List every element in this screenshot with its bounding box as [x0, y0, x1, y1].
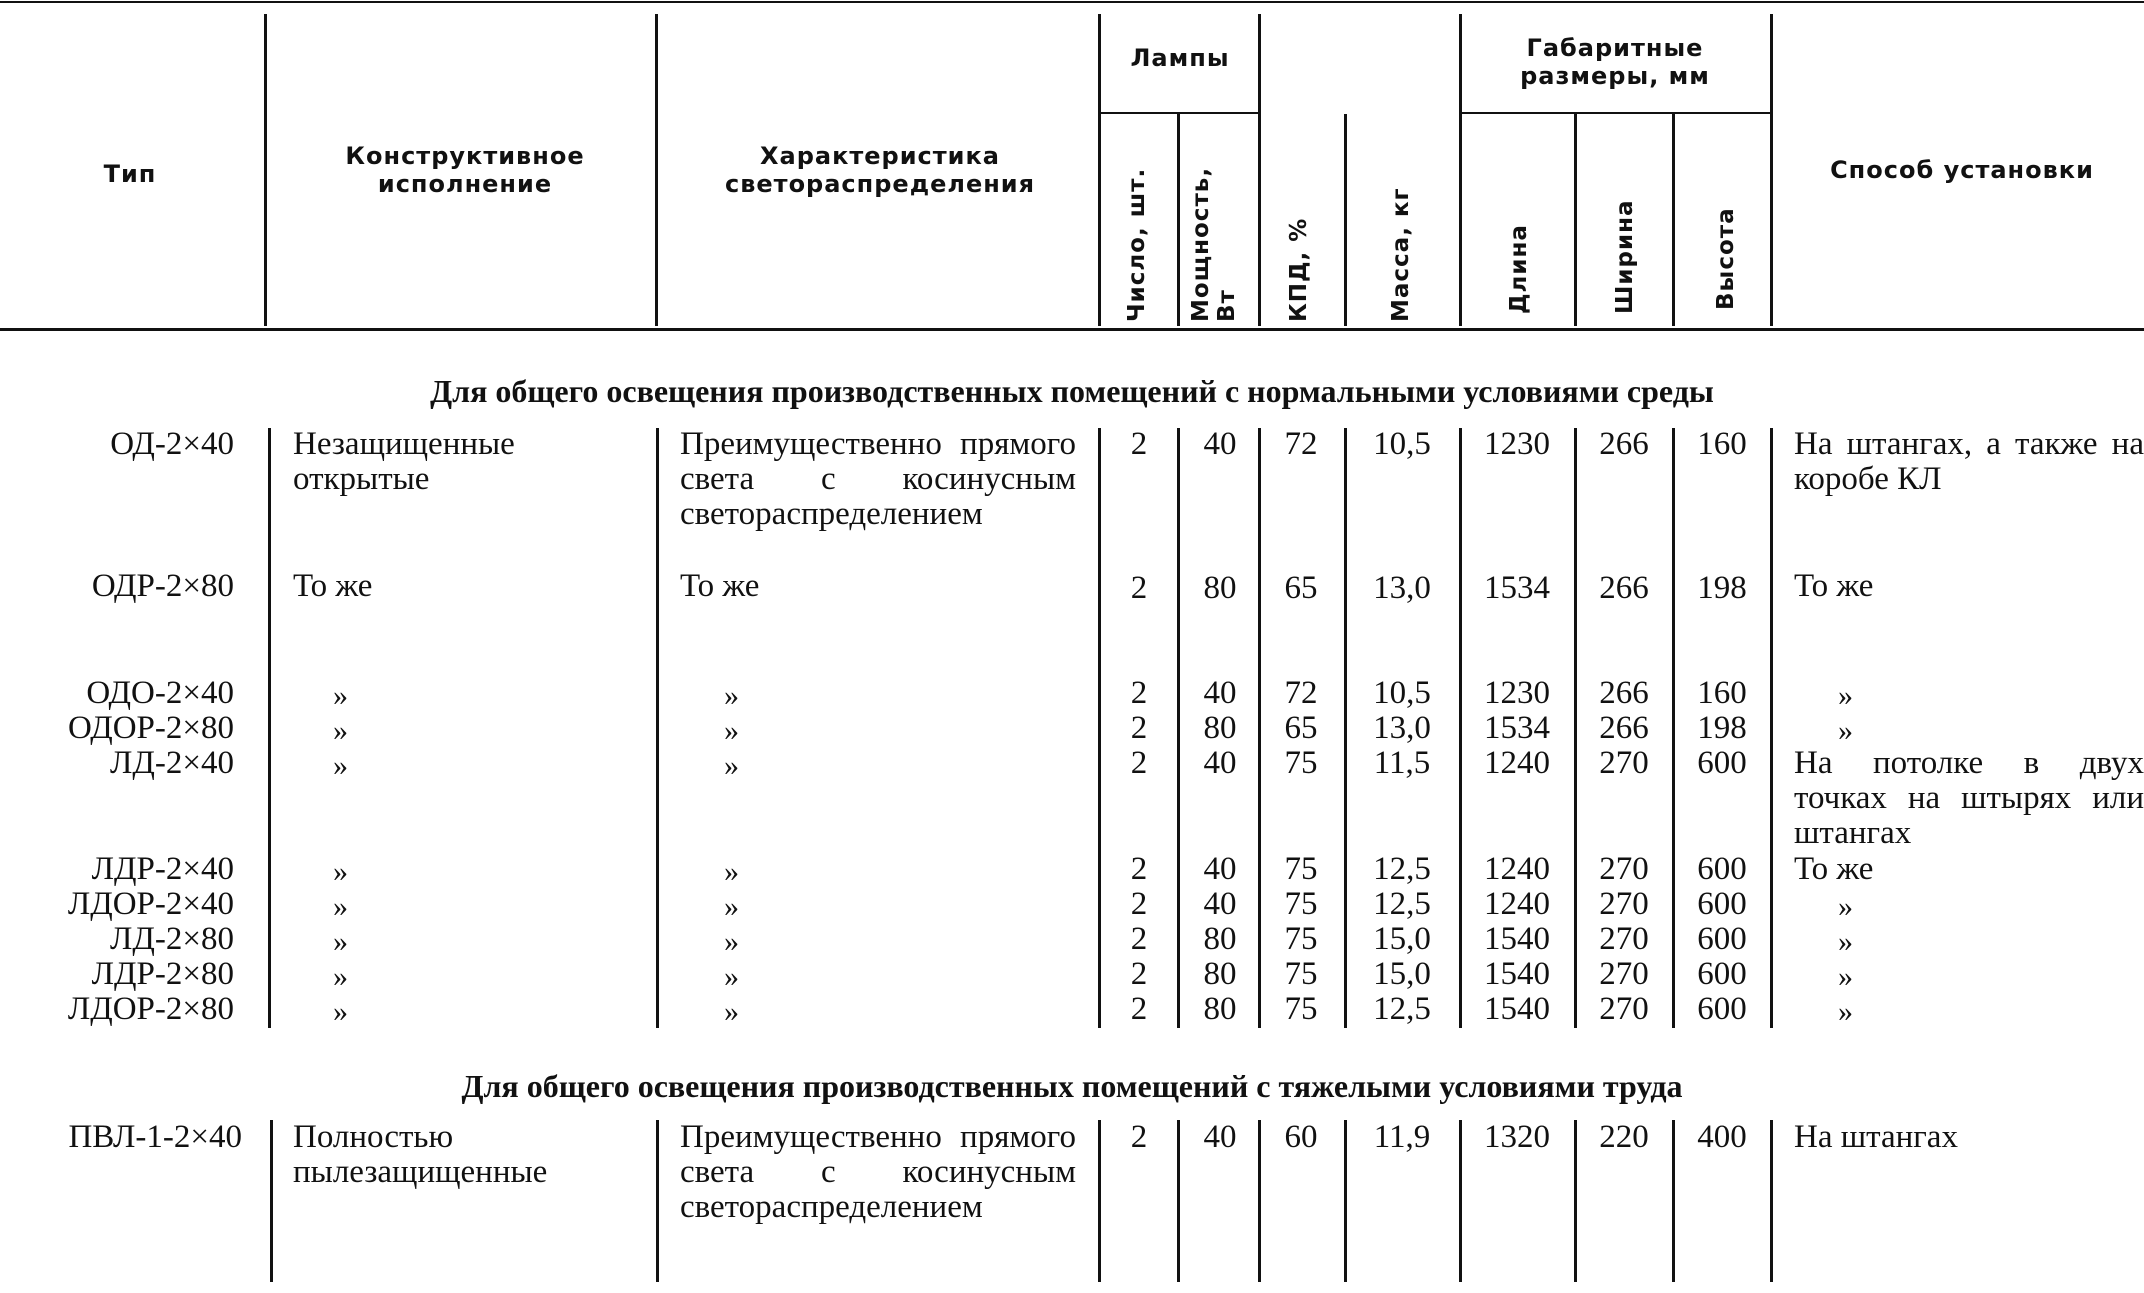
width-cell: 266 [1599, 570, 1649, 606]
body-column-rule [656, 428, 659, 1028]
type-cell: ЛДР-2×80 [91, 956, 234, 992]
section-title: Для общего освещения производственных помещений с нормальными условиями среды [430, 373, 1714, 409]
type-cell: ОДР-2×80 [91, 568, 234, 604]
width-cell: 220 [1599, 1119, 1649, 1155]
power-cell: 80 [1203, 921, 1237, 957]
body-column-rule [656, 1120, 659, 1282]
kpd-cell: 65 [1284, 710, 1318, 746]
count-cell: 2 [1130, 1119, 1148, 1155]
mass-cell: 15,0 [1373, 921, 1431, 957]
body-column-rule [1098, 428, 1101, 1028]
count-cell: 2 [1130, 710, 1148, 746]
design-cell: Незащищенные открытые [293, 426, 515, 497]
kpd-cell: 75 [1284, 745, 1318, 781]
distribution-cell: » [724, 749, 739, 782]
body-column-rule [1770, 428, 1773, 1028]
dimensions-subheader-rule [1462, 112, 1770, 114]
mass-cell: 11,5 [1373, 745, 1431, 781]
header-bottom-rule [0, 328, 2144, 331]
header-efficiency: КПД, % [1286, 217, 1312, 322]
power-cell: 40 [1203, 675, 1237, 711]
mounting-cell: На штангах, а также на коробе КЛ [1794, 426, 2144, 497]
height-cell: 400 [1697, 1119, 1747, 1155]
length-cell: 1320 [1484, 1119, 1550, 1155]
count-cell: 2 [1130, 956, 1148, 992]
kpd-cell: 60 [1284, 1119, 1318, 1155]
width-cell: 270 [1599, 745, 1649, 781]
count-cell: 2 [1130, 921, 1148, 957]
count-cell: 2 [1130, 886, 1148, 922]
header-column-rule [1177, 114, 1180, 326]
body-column-rule [1344, 1120, 1347, 1282]
count-cell: 2 [1130, 851, 1148, 887]
design-cell: » [333, 714, 348, 747]
distribution-cell: » [724, 995, 739, 1028]
design-cell: » [333, 855, 348, 888]
distribution-cell: » [724, 890, 739, 923]
length-cell: 1534 [1484, 570, 1550, 606]
distribution-cell: » [724, 679, 739, 712]
power-cell: 80 [1203, 956, 1237, 992]
length-cell: 1540 [1484, 921, 1550, 957]
length-cell: 1534 [1484, 710, 1550, 746]
design-cell: » [333, 960, 348, 993]
width-cell: 270 [1599, 921, 1649, 957]
header-height: Высота [1713, 207, 1739, 310]
header-width: Ширина [1612, 199, 1638, 314]
type-cell: ОДО-2×40 [86, 675, 234, 711]
width-cell: 270 [1599, 991, 1649, 1027]
design-cell: » [333, 749, 348, 782]
distribution-cell: Преимущественно прямого света с косинусным светораспределением [680, 426, 1076, 532]
body-column-rule [268, 428, 271, 1028]
body-column-rule [1574, 428, 1577, 1028]
body-column-rule [1177, 428, 1180, 1028]
type-cell: ОДОР-2×80 [68, 710, 234, 746]
length-cell: 1240 [1484, 851, 1550, 887]
type-cell: ОД-2×40 [110, 426, 234, 462]
mass-cell: 12,5 [1373, 991, 1431, 1027]
height-cell: 198 [1697, 570, 1747, 606]
design-cell: » [333, 679, 348, 712]
mass-cell: 10,5 [1373, 675, 1431, 711]
mass-cell: 13,0 [1373, 570, 1431, 606]
height-cell: 160 [1697, 675, 1747, 711]
header-distribution: Характеристика светораспределения [724, 142, 1036, 198]
header-column-rule [1098, 14, 1101, 326]
mass-cell: 12,5 [1373, 886, 1431, 922]
length-cell: 1230 [1484, 426, 1550, 462]
count-cell: 2 [1130, 745, 1148, 781]
body-column-rule [270, 1120, 273, 1282]
header-dimensions: Габаритные размеры, мм [1520, 34, 1710, 90]
design-cell: » [333, 995, 348, 1028]
width-cell: 270 [1599, 886, 1649, 922]
body-column-rule [1098, 1120, 1101, 1282]
width-cell: 266 [1599, 426, 1649, 462]
type-cell: ЛДОР-2×80 [67, 991, 234, 1027]
mounting-cell: На штангах [1794, 1119, 1958, 1155]
mounting-cell: » [1838, 890, 1853, 923]
header-column-rule [1672, 114, 1675, 326]
header-lamps: Лампы [1130, 44, 1230, 72]
distribution-cell: » [724, 925, 739, 958]
power-cell: 40 [1203, 426, 1237, 462]
header-column-rule [264, 14, 267, 326]
type-cell: ЛДОР-2×40 [67, 886, 234, 922]
body-column-rule [1258, 1120, 1261, 1282]
body-column-rule [1574, 1120, 1577, 1282]
header-column-rule [1770, 14, 1773, 326]
count-cell: 2 [1130, 675, 1148, 711]
body-column-rule [1258, 428, 1261, 1028]
count-cell: 2 [1130, 570, 1148, 606]
length-cell: 1540 [1484, 991, 1550, 1027]
height-cell: 600 [1697, 745, 1747, 781]
count-cell: 2 [1130, 426, 1148, 462]
header-column-rule [1459, 14, 1462, 326]
mass-cell: 10,5 [1373, 426, 1431, 462]
length-cell: 1240 [1484, 745, 1550, 781]
mounting-cell: На потолке в двух точках на штырях или штангах [1794, 745, 2144, 851]
type-cell: ЛД-2×80 [110, 921, 234, 957]
mounting-cell: То же [1794, 568, 1874, 604]
mounting-cell: То же [1794, 851, 1874, 887]
mounting-cell: » [1838, 714, 1853, 747]
design-cell: » [333, 925, 348, 958]
height-cell: 198 [1697, 710, 1747, 746]
header-column-rule [1344, 114, 1347, 326]
kpd-cell: 72 [1284, 675, 1318, 711]
power-cell: 40 [1203, 745, 1237, 781]
mass-cell: 11,9 [1373, 1119, 1431, 1155]
distribution-cell: » [724, 960, 739, 993]
design-cell: То же [293, 568, 373, 604]
length-cell: 1540 [1484, 956, 1550, 992]
mounting-cell: » [1838, 960, 1853, 993]
type-cell: ЛД-2×40 [110, 745, 234, 781]
power-cell: 80 [1203, 991, 1237, 1027]
width-cell: 266 [1599, 675, 1649, 711]
header-column-rule [1258, 14, 1261, 326]
mounting-cell: » [1838, 995, 1853, 1028]
length-cell: 1240 [1484, 886, 1550, 922]
kpd-cell: 75 [1284, 851, 1318, 887]
height-cell: 600 [1697, 991, 1747, 1027]
header-design: Конструктивное исполнение [345, 142, 585, 198]
body-column-rule [1672, 428, 1675, 1028]
distribution-cell: » [724, 714, 739, 747]
header-mounting: Способ установки [1830, 156, 2094, 184]
height-cell: 160 [1697, 426, 1747, 462]
header-type: Тип [103, 160, 157, 188]
kpd-cell: 75 [1284, 921, 1318, 957]
mounting-cell: » [1838, 679, 1853, 712]
kpd-cell: 65 [1284, 570, 1318, 606]
height-cell: 600 [1697, 851, 1747, 887]
length-cell: 1230 [1484, 675, 1550, 711]
section-title: Для общего освещения производственных помещений с тяжелыми условиями труда [461, 1068, 1683, 1104]
kpd-cell: 75 [1284, 991, 1318, 1027]
type-cell: ПВЛ-1-2×40 [68, 1119, 242, 1155]
mass-cell: 15,0 [1373, 956, 1431, 992]
power-cell: 80 [1203, 570, 1237, 606]
width-cell: 270 [1599, 851, 1649, 887]
header-column-rule [655, 14, 658, 326]
header-column-rule [1574, 114, 1577, 326]
body-column-rule [1672, 1120, 1675, 1282]
width-cell: 270 [1599, 956, 1649, 992]
type-cell: ЛДР-2×40 [91, 851, 234, 887]
body-column-rule [1770, 1120, 1773, 1282]
mass-cell: 13,0 [1373, 710, 1431, 746]
mounting-cell: » [1838, 925, 1853, 958]
distribution-cell: То же [680, 568, 760, 604]
table-top-rule [0, 1, 2144, 3]
distribution-cell: Преимущественно прямого света с косинусным светораспределением [680, 1119, 1076, 1225]
count-cell: 2 [1130, 991, 1148, 1027]
height-cell: 600 [1697, 886, 1747, 922]
header-length: Длина [1506, 224, 1532, 314]
kpd-cell: 75 [1284, 956, 1318, 992]
header-lamp-count: Число, шт. [1124, 167, 1150, 322]
width-cell: 266 [1599, 710, 1649, 746]
height-cell: 600 [1697, 956, 1747, 992]
header-lamp-power: Мощность, Вт [1188, 166, 1240, 322]
kpd-cell: 75 [1284, 886, 1318, 922]
power-cell: 40 [1203, 886, 1237, 922]
distribution-cell: » [724, 855, 739, 888]
height-cell: 600 [1697, 921, 1747, 957]
power-cell: 40 [1203, 851, 1237, 887]
power-cell: 40 [1203, 1119, 1237, 1155]
design-cell: Полностью пылезащищенные [293, 1119, 548, 1190]
body-column-rule [1344, 428, 1347, 1028]
kpd-cell: 72 [1284, 426, 1318, 462]
header-mass: Масса, кг [1388, 187, 1414, 322]
mass-cell: 12,5 [1373, 851, 1431, 887]
body-column-rule [1177, 1120, 1180, 1282]
power-cell: 80 [1203, 710, 1237, 746]
design-cell: » [333, 890, 348, 923]
